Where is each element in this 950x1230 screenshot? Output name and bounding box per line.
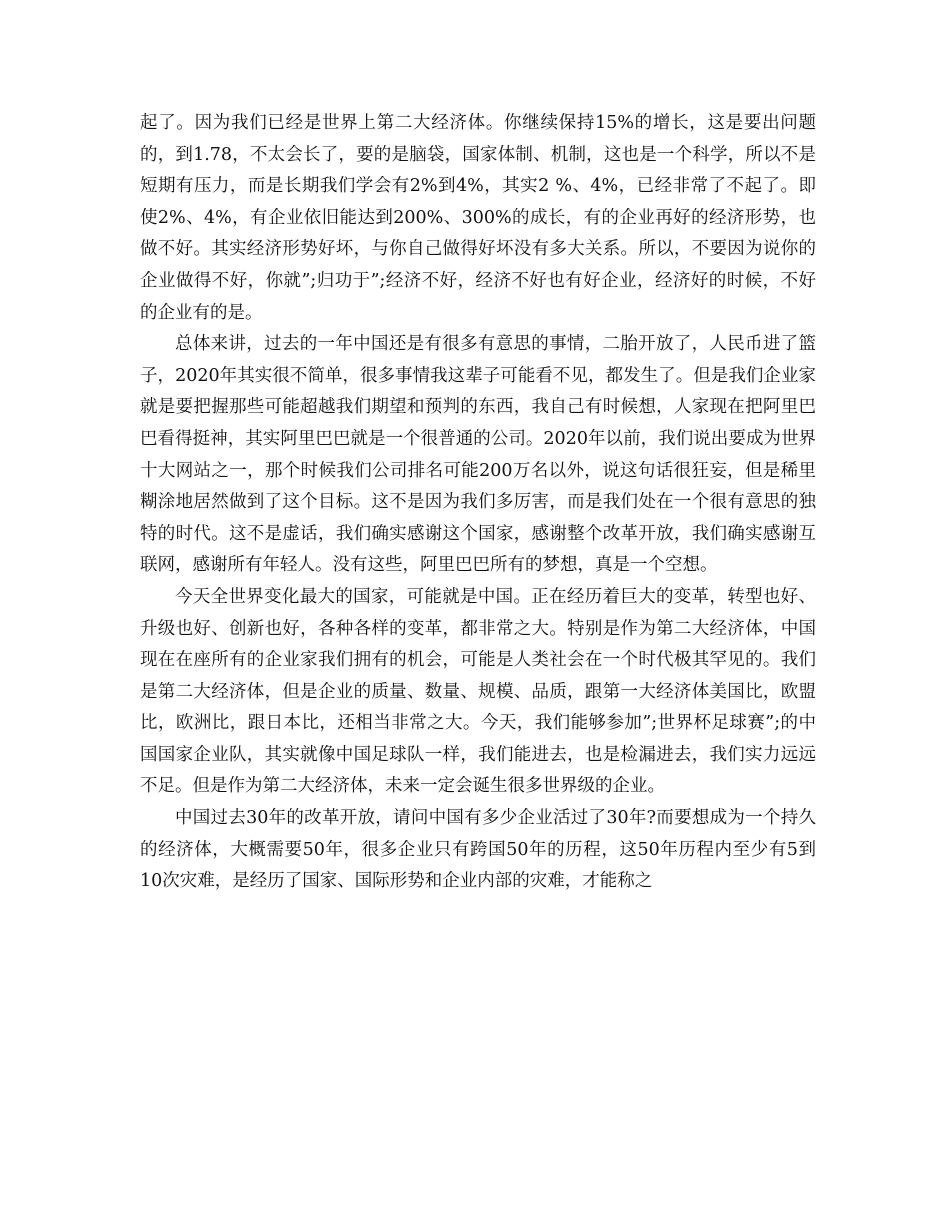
paragraph-1: 起了。因为我们已经是世界上第二大经济体。你继续保持15%的增长，这是要出问题的，到1.78，不太会长了，要的是脑袋，国家体制、机制，这也是一个科学，所以不是短期有压力，而是长期我们学会有2%到4%，其实2 %、4%，已经非常了不起了。即使2%、4%，有企业依旧能达到200%、300%的成长，有的企业再好的经济形势，也做不好。其实经济形势好坏，与你自己做得好坏没有多大关系。所以，不要因为说你的企业做得不好，你就”;归功于”;经济不好，经济不好也有好企业，经济好的时候，不好的企业有的是。 [140, 113, 816, 323]
paragraph-4: 中国过去30年的改革开放，请问中国有多少企业活过了30年?而要想成为一个持久的经济体，大概需要50年，很多企业只有跨国50年的历程，这50年历程内至少有5到10次灾难，是经历了国家、国际形势和企业内部的灾难，才能称之 [140, 808, 816, 892]
paragraph-3: 今天全世界变化最大的国家，可能就是中国。正在经历着巨大的变革，转型也好、升级也好、创新也好，各种各样的变革，都非常之大。特别是作为第二大经济体，中国现在在座所有的企业家我们拥有的机会，可能是人类社会在一个时代极其罕见的。我们是第二大经济体，但是企业的质量、数量、规模、品质，跟第一大经济体美国比，欧盟比，欧洲比，跟日本比，还相当非常之大。今天，我们能够参加”;世界杯足球赛”;的中国国家企业队，其实就像中国足球队一样，我们能进去，也是检漏进去，我们实力远远不足。但是作为第二大经济体，未来一定会诞生很多世界级的企业。 [140, 586, 816, 797]
paragraph-2: 总体来讲，过去的一年中国还是有很多有意思的事情，二胎开放了，人民币进了篮子，2020年其实很不简单，很多事情我这辈子可能看不见，都发生了。但是我们企业家就是要把握那些可能超越我们期望和预判的东西，我自己有时候想，人家现在把阿里巴巴看得挺神，其实阿里巴巴就是一个很普通的公司。2020年以前，我们说出要成为世界十大网站之一，那个时候我们公司排名可能200万名以外，说这句话很狂妄，但是稀里糊涂地居然做到了这个目标。这不是因为我们多厉害，而是我们处在一个很有意思的独特的时代。这不是虚话，我们确实感谢这个国家，感谢整个改革开放，我们确实感谢互联网，感谢所有年轻人。没有这些，阿里巴巴所有的梦想，真是一个空想。 [140, 334, 816, 576]
document-body [140, 108, 816, 898]
